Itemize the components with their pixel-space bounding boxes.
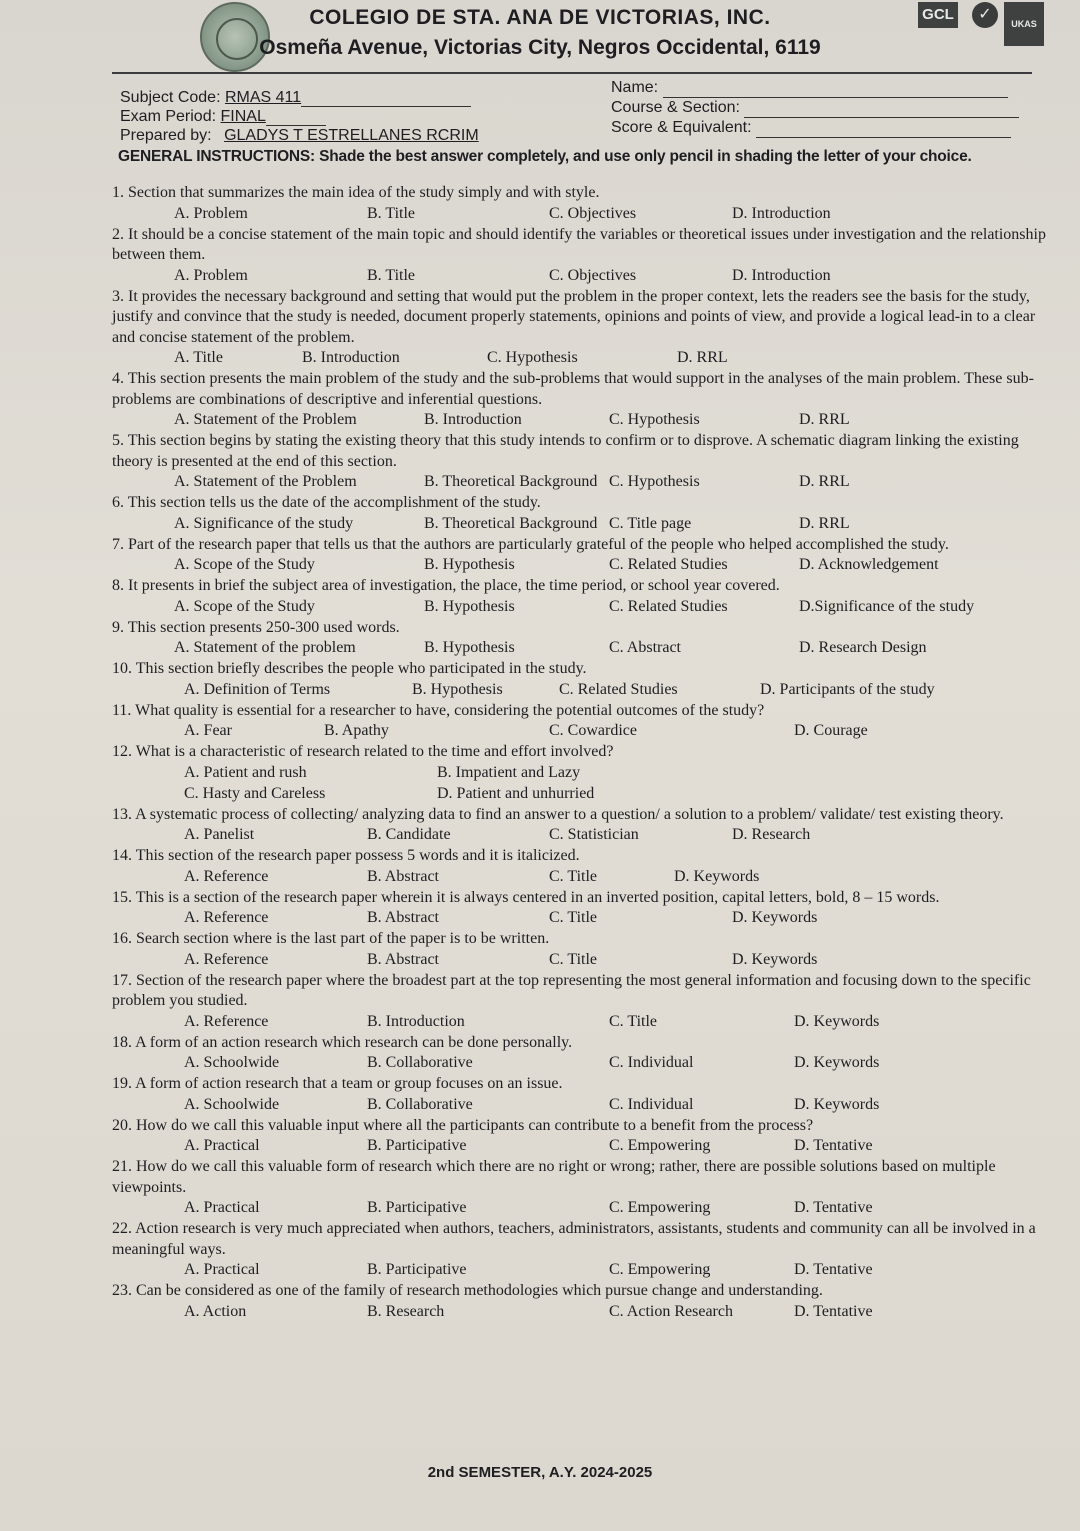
question-item <box>112 1219 1052 1281</box>
score-field[interactable] <box>756 123 1011 138</box>
subject-code-label: Subject Code: <box>120 89 221 106</box>
answer-options <box>112 597 1052 618</box>
question-stem: 8. It presents in brief the subject area of investigation, the place, the time period, or school year covered. <box>112 577 780 594</box>
answer-option[interactable]: D. Tentative <box>794 1261 873 1278</box>
question-stem: 14. This section of the research paper possess 5 words and it is italicized. <box>112 847 580 864</box>
answer-option[interactable]: B. Introduction <box>367 1012 465 1030</box>
answer-options <box>112 1012 1052 1033</box>
question-stem: 18. A form of an action research which research can be done personally. <box>112 1033 573 1051</box>
question-stem: 5. This section begins by stating the existing theory that this study intends to confirm or to disprove. A schematic diagram linking the existing theory is presented at the end of this section. <box>112 432 1019 470</box>
answer-option[interactable]: D. RRL <box>799 473 850 490</box>
answer-option[interactable]: D. Tentative <box>794 1302 873 1320</box>
subject-code-value: RMAS 411 <box>224 89 302 106</box>
question-item <box>112 576 1052 618</box>
answer-option[interactable]: C. Related Studies <box>609 597 728 615</box>
answer-option[interactable]: C. Title page <box>609 514 692 532</box>
answer-option[interactable]: B. Hypothesis <box>424 639 515 656</box>
answer-option[interactable]: A. Practical <box>184 1137 260 1154</box>
answer-option[interactable]: D. RRL <box>799 514 850 532</box>
answer-option[interactable]: A. Action <box>184 1302 247 1320</box>
question-stem: 12. What is a characteristic of research related to the time and effort involved? <box>112 743 614 760</box>
answer-option[interactable]: C. Individual <box>609 1095 694 1113</box>
answer-option[interactable]: B. Collaborative <box>367 1095 473 1113</box>
school-name: COLEGIO DE STA. ANA DE VICTORIAS, INC. <box>309 6 771 29</box>
answer-option[interactable]: D. Research Design <box>799 639 927 656</box>
answer-option[interactable]: C. Related Studies <box>609 556 728 573</box>
ukas-badge: UKAS <box>1004 2 1044 46</box>
answer-option[interactable]: D. RRL <box>677 349 728 366</box>
answer-options <box>112 763 1052 805</box>
answer-option[interactable]: A. Schoolwide <box>184 1054 280 1071</box>
question-item <box>112 535 1052 577</box>
answer-option[interactable]: A. Title <box>174 349 223 366</box>
answer-option[interactable]: C. Empowering <box>609 1261 711 1278</box>
exam-period-row <box>120 107 479 126</box>
answer-option[interactable]: C. Individual <box>609 1054 694 1071</box>
question-stem: 1. Section that summarizes the main idea of the study simply and with style. <box>112 184 600 201</box>
question-item <box>112 929 1052 971</box>
answer-option[interactable]: C. Empowering <box>609 1199 711 1216</box>
question-item <box>112 888 1052 930</box>
question-item <box>112 1157 1052 1219</box>
answer-option[interactable]: A. Reference <box>184 867 269 885</box>
question-stem: 2. It should be a concise statement of the main topic and should identify the variables or theoretical issues under investigation and the relationship between them. <box>112 225 1046 263</box>
answer-option[interactable]: A. Practical <box>184 1261 260 1278</box>
answer-option[interactable]: B. Introduction <box>424 411 522 428</box>
question-item <box>112 1116 1052 1158</box>
answer-option[interactable]: A. Fear <box>184 722 232 739</box>
exam-period-label: Exam Period: <box>120 108 217 125</box>
question-stem: 10. This section briefly describes the people who participated in the study. <box>112 660 587 677</box>
answer-option[interactable]: A. Practical <box>184 1199 260 1216</box>
answer-option[interactable]: D. Keywords <box>794 1054 880 1071</box>
answer-option[interactable]: D. Participants of the study <box>760 680 935 698</box>
answer-option[interactable]: C. Title <box>549 950 598 968</box>
question-stem: 23. Can be considered as one of the family of research methodologies which pursue change and understanding. <box>112 1282 823 1299</box>
question-item <box>112 183 1052 225</box>
answer-option[interactable]: B. Title <box>367 266 416 284</box>
score-row <box>611 118 1019 138</box>
answer-option[interactable]: B. Hypothesis <box>412 680 503 698</box>
answer-option[interactable]: D. Introduction <box>732 204 831 222</box>
answer-option[interactable]: B. Abstract <box>367 950 439 968</box>
question-item <box>112 701 1052 743</box>
answer-option[interactable]: D. RRL <box>799 411 850 428</box>
question-stem: 16. Search section where is the last part of the paper is to be written. <box>112 930 550 947</box>
certification-logo: GCL <box>918 2 958 28</box>
question-stem: 6. This section tells us the date of the accomplishment of the study. <box>112 494 541 511</box>
answer-option[interactable]: C. Abstract <box>609 639 681 656</box>
question-item <box>112 225 1052 287</box>
semester-footer: 2nd SEMESTER, A.Y. 2024-2025 <box>427 1464 653 1481</box>
question-stem: 19. A form of action research that a team or group focuses on an issue. <box>112 1075 563 1092</box>
answer-option[interactable]: B. Theoretical Background <box>424 473 598 490</box>
question-stem: 3. It provides the necessary background and setting that would put the problem in the proper context, lets the readers see the basis for the study, justify and convince that the study is needed, document properly statements, opinions and points of view, and provide a logical lead-in to a clear and concise statement of the problem. <box>112 287 1036 346</box>
prepared-by-value: GLADYS T ESTRELLANES RCRIM <box>224 127 479 144</box>
answer-option[interactable]: B. Title <box>367 204 416 222</box>
question-item <box>112 805 1052 847</box>
answer-options <box>112 1136 1052 1157</box>
answer-option[interactable]: D. Keywords <box>794 1095 880 1113</box>
question-item <box>112 742 1052 805</box>
answer-option[interactable]: D. Introduction <box>732 266 831 284</box>
answer-option[interactable]: D. Courage <box>794 722 868 739</box>
name-field[interactable] <box>663 83 1008 98</box>
answer-option[interactable]: D. Keywords <box>732 909 818 926</box>
answer-option[interactable]: A. Scope of the Study <box>174 556 315 573</box>
subject-code-row <box>120 88 479 107</box>
question-list <box>112 183 1052 1323</box>
answer-option[interactable]: A. Panelist <box>184 826 255 843</box>
course-section-label: Course & Section: <box>611 99 740 116</box>
answer-option[interactable]: A. Significance of the study <box>174 514 354 532</box>
question-stem: 4. This section presents the main problem of the study and the sub-problems that would support in the analyses of the main problem. These sub-problems are combinations of descriptive and inferential questions. <box>112 370 1034 408</box>
question-stem: 21. How do we call this valuable form of research which there are no right or wrong; rather, there are possible solutions based on multiple viewpoints. <box>112 1158 996 1196</box>
question-item <box>112 493 1052 535</box>
answer-options <box>112 266 1052 287</box>
question-item <box>112 971 1052 1033</box>
question-item <box>112 431 1052 493</box>
answer-option[interactable]: B. Hypothesis <box>424 597 515 615</box>
question-item <box>112 369 1052 431</box>
answer-option[interactable]: D. Keywords <box>732 950 818 968</box>
question-stem: 9. This section presents 250-300 used words. <box>112 618 400 636</box>
answer-option[interactable]: B. Abstract <box>367 909 439 926</box>
answer-option[interactable]: B. Participative <box>367 1137 467 1154</box>
answer-option[interactable]: B. Candidate <box>367 826 451 843</box>
answer-option[interactable]: C. Cowardice <box>549 722 637 739</box>
question-stem: 22. Action research is very much appreciated when authors, teachers, administrators, assistants, students and community can all be involved in a meaningful ways. <box>112 1220 1036 1258</box>
answer-options <box>112 1260 1052 1281</box>
answer-options <box>112 348 1052 369</box>
answer-option[interactable]: B. Abstract <box>367 867 439 885</box>
answer-option[interactable]: A. Statement of the Problem <box>174 411 357 428</box>
answer-options <box>112 1302 1052 1323</box>
answer-option[interactable]: A. Statement of the problem <box>174 639 356 656</box>
answer-option[interactable]: B. Research <box>367 1302 445 1320</box>
answer-option[interactable]: C. Title <box>549 867 598 885</box>
answer-options <box>112 721 1052 742</box>
answer-option[interactable]: A. Reference <box>184 909 269 926</box>
answer-option[interactable]: C. Statistician <box>549 826 639 843</box>
header-divider <box>112 72 1032 74</box>
answer-option[interactable]: A. Problem <box>174 204 248 222</box>
answer-option[interactable]: C. Action Research <box>609 1302 733 1320</box>
answer-option[interactable]: B. Impatient and Lazy <box>437 763 581 781</box>
question-stem: 13. A systematic process of collecting/ analyzing data to find an answer to a question/ a solution to a problem/ validate/ test existing theory. <box>112 805 1004 823</box>
answer-option[interactable]: A. Schoolwide <box>184 1095 280 1113</box>
answer-options <box>112 867 1052 888</box>
answer-option[interactable]: A. Statement of the Problem <box>174 473 357 490</box>
answer-option[interactable]: C. Hypothesis <box>609 473 700 490</box>
check-badge-icon: ✓ <box>972 2 998 28</box>
school-header <box>0 0 1080 78</box>
exam-meta-left <box>120 84 479 145</box>
answer-option[interactable]: B. Theoretical Background <box>424 514 598 532</box>
answer-options <box>112 472 1052 493</box>
answer-option[interactable]: C. Hypothesis <box>609 411 700 428</box>
question-item <box>112 846 1052 888</box>
question-item <box>112 287 1052 370</box>
answer-options <box>112 1198 1052 1219</box>
question-item <box>112 1033 1052 1075</box>
exam-meta-right <box>611 78 1019 138</box>
question-stem: 11. What quality is essential for a researcher to have, considering the potential outcomes of the study? <box>112 701 765 719</box>
answer-option[interactable]: A. Problem <box>174 266 248 284</box>
answer-option[interactable]: A. Reference <box>184 1012 269 1030</box>
answer-option[interactable]: A. Scope of the Study <box>174 597 315 615</box>
general-instructions: GENERAL INSTRUCTIONS: Shade the best answer completely, and use only pencil in shading the letter of your choice. <box>118 148 972 165</box>
exam-period-value: FINAL <box>220 108 266 125</box>
answer-options <box>112 1095 1052 1116</box>
answer-options <box>112 1053 1052 1074</box>
answer-options <box>112 908 1052 929</box>
answer-option[interactable]: D. Keywords <box>674 867 760 885</box>
prepared-by-label: Prepared by: <box>120 127 212 144</box>
question-stem: 17. Section of the research paper where the broadest part at the top representing the most general information and focusing down to the specific problem you studied. <box>112 971 1031 1009</box>
question-item <box>112 1281 1052 1323</box>
question-item <box>112 1074 1052 1116</box>
question-item <box>112 618 1052 660</box>
answer-options <box>112 950 1052 971</box>
answer-options <box>112 555 1052 576</box>
answer-options <box>112 410 1052 431</box>
answer-option[interactable]: D. Tentative <box>794 1137 873 1154</box>
answer-option[interactable]: B. Collaborative <box>367 1054 473 1071</box>
answer-option[interactable]: A. Definition of Terms <box>184 680 331 698</box>
answer-option[interactable]: C. Related Studies <box>559 680 678 698</box>
answer-option[interactable]: C. Hypothesis <box>487 349 578 366</box>
answer-option[interactable]: C. Hasty and Careless <box>184 784 326 802</box>
answer-option[interactable]: C. Empowering <box>609 1137 711 1154</box>
answer-option[interactable]: B. Apathy <box>324 722 389 739</box>
answer-option[interactable]: A. Patient and rush <box>184 763 307 781</box>
answer-option[interactable]: A. Reference <box>184 950 269 968</box>
question-stem: 15. This is a section of the research paper wherein it is always centered in an inverted position, capital letters, bold, 8 – 15 words. <box>112 888 940 906</box>
answer-option[interactable]: B. Participative <box>367 1199 467 1216</box>
answer-option[interactable]: C. Title <box>549 909 598 926</box>
answer-option[interactable]: D. Keywords <box>794 1012 880 1030</box>
score-label: Score & Equivalent: <box>611 119 752 136</box>
school-address: Osmeña Avenue, Victorias City, Negros Occidental, 6119 <box>259 36 821 59</box>
question-item <box>112 659 1052 701</box>
question-stem: 20. How do we call this valuable input where all the participants can contribute to a benefit from the process? <box>112 1116 814 1134</box>
answer-option[interactable]: D. Research <box>732 826 811 843</box>
answer-options <box>112 514 1052 535</box>
course-section-row <box>611 98 1019 118</box>
answer-options <box>112 638 1052 659</box>
answer-option[interactable]: B. Participative <box>367 1261 467 1278</box>
answer-option[interactable]: D. Acknowledgement <box>799 556 939 573</box>
prepared-by-row <box>120 126 479 145</box>
question-stem: 7. Part of the research paper that tells us that the authors are particularly grateful of the people who helped accomplished the study. <box>112 535 949 553</box>
answer-option[interactable]: C. Objectives <box>549 204 637 222</box>
answer-option[interactable]: C. Title <box>609 1012 658 1030</box>
name-row <box>611 78 1019 98</box>
answer-option[interactable]: D. Tentative <box>794 1199 873 1216</box>
answer-option[interactable]: B. Hypothesis <box>424 556 515 573</box>
answer-option[interactable]: D. Patient and unhurried <box>437 784 595 802</box>
answer-option[interactable]: D.Significance of the study <box>799 597 975 615</box>
answer-options <box>112 680 1052 701</box>
answer-options <box>112 825 1052 846</box>
answer-option[interactable]: B. Introduction <box>302 349 400 366</box>
name-label: Name: <box>611 79 659 96</box>
answer-options <box>112 204 1052 225</box>
course-section-field[interactable] <box>744 103 1019 118</box>
answer-option[interactable]: C. Objectives <box>549 266 637 284</box>
